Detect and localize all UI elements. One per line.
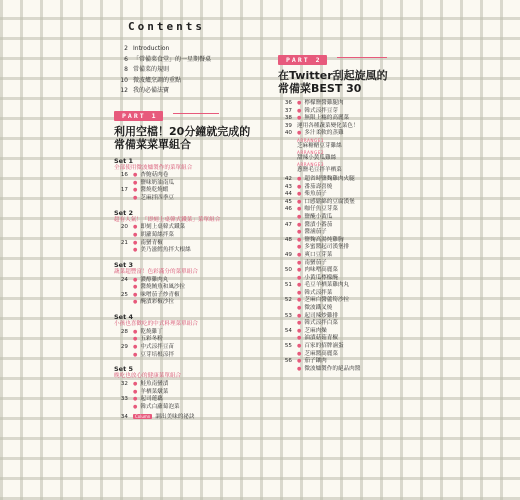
page-number: 51 [284,282,292,289]
bullet-icon: ● [297,251,302,258]
list-item[interactable] [114,187,266,195]
bullet-icon: ● [297,274,302,281]
entry-title: 我的必備法寶 [133,87,170,94]
list-item[interactable] [114,65,266,76]
list-item[interactable] [114,336,266,344]
bullet-icon: ● [297,191,302,198]
bullet-icon: ● [133,351,138,358]
arrange-label: ARRANGE3 [297,161,325,167]
list-item[interactable] [114,352,266,360]
entry-title: 韓式白蘿蔔泡菜 [140,403,180,410]
arrange-label: ARRANGE1 [297,137,325,143]
list-item[interactable] [278,328,418,336]
bullet-icon: ● [133,291,138,298]
page-number: 40 [284,130,292,137]
entry-title: 番茄壽喜燒 [304,183,333,190]
set-heading: Set 5 [114,365,133,374]
part1-badge: PART 1 [114,111,163,121]
part2-list [278,100,418,373]
list-item[interactable] [114,344,266,352]
list-item[interactable] [278,244,418,252]
page-number: 6 [124,55,128,63]
bullet-icon: ● [133,239,138,246]
entry-title: 起司蓮藕 [140,396,163,403]
entry-title: 豆芽培根涼拌 [140,351,174,358]
entry-title: 爽口豆芽菜 [304,251,333,258]
list-item[interactable] [114,381,266,389]
page-number: 37 [284,107,292,114]
bullet-icon: ● [297,282,302,289]
page-number: 10 [120,76,128,84]
part2-header [278,47,418,66]
arrange-item[interactable] [278,138,418,150]
list-item[interactable] [278,229,418,237]
entry-title: 醬燒乾燒蝦 [140,187,169,194]
entry-title: 乾燒雞丁 [140,328,163,335]
list-item[interactable] [278,351,418,359]
bullet-icon: ● [297,289,302,296]
bullet-icon: ● [297,365,302,372]
page-number: 39 [284,122,292,129]
list-item[interactable] [278,320,418,328]
page-number: 48 [284,236,292,243]
bullet-icon: ● [133,195,138,202]
set-4 [114,313,266,359]
part2-badge: PART 2 [278,55,327,65]
entry-title: 咖仔魚豆芽菜 [304,206,338,213]
entry-title: 微波鐵叉燒 [304,305,333,312]
bullet-icon: ● [133,224,138,231]
bullet-icon: ● [133,328,138,335]
entry-title: 毛豆羊栖菜雞肉丸 [304,282,350,289]
set-heading: Set 2 [114,208,133,217]
entry-title: 多汁柔軟的蒸雞 [304,130,344,137]
list-item[interactable] [278,199,418,207]
entry-title: 鹽味奶油南瓜 [140,179,174,186]
entry-title: 濃醇雞肉丸 [140,276,169,283]
page-number: 20 [120,224,128,231]
entry-title: 鹽醃小黃瓜 [304,213,333,220]
list-item[interactable] [114,180,266,188]
list-item[interactable] [114,232,266,240]
bullet-icon: ● [297,100,302,106]
entry-title: 南蠻茄子 [304,259,327,266]
set-3 [114,261,266,307]
bullet-icon: ● [297,267,302,274]
set-description: 蔬菜超豐富！色彩滿分的菜單組合 [114,268,198,275]
entry-title: 口感鬆綿的豆腐漢堡 [304,198,355,205]
list-item[interactable] [278,176,418,184]
entry-title: 肉味噌高麗菜 [304,267,338,274]
entry-title: 醬漬小番茄 [304,221,333,228]
bullet-icon: ● [297,305,302,312]
set-1 [114,157,266,203]
list-item[interactable] [114,389,266,397]
set-description: 晚吃也放心的健康菜單組合 [114,373,182,380]
page-number: 2 [124,45,128,52]
page-number: 16 [120,172,128,179]
page-number: 17 [120,187,128,194]
entry-title: 芝麻醬高麗菜 [304,350,338,357]
page-title: Contents [128,20,205,33]
page-number: 56 [284,358,292,365]
entry-title: 醃漬彩椒沙拉 [140,299,174,306]
bullet-icon: ● [297,343,302,350]
part1-title-line2: 常備菜菜單組合 [114,137,191,151]
bullet-icon: ● [297,297,302,304]
part2-list-continued [278,176,418,373]
bullet-icon: ● [133,179,138,186]
bullet-icon: ● [297,350,302,357]
bullet-icon: ● [133,284,138,291]
entry-title: 超省時鹽麴雞肉火腿 [304,175,355,182]
set-description: 超有人氣！「即刻上桌韓式鐵菜」菜單組合 [114,216,221,223]
bullet-icon: ● [133,276,138,283]
page-number: 36 [284,100,292,106]
entry-title: 茄子鑲肉 [304,358,327,365]
list-item[interactable] [278,115,418,123]
list-item[interactable] [114,292,266,300]
page-number: 55 [284,343,292,350]
contents-left-column [114,44,266,422]
list-item[interactable] [114,329,266,337]
entry-title: 微波爐製作的絕品肉醬 [304,365,361,372]
list-item[interactable] [114,76,266,87]
list-item[interactable] [114,172,266,180]
bullet-icon: ● [297,327,302,334]
page-number: 53 [284,312,292,319]
list-item[interactable] [278,358,418,366]
entry-title: 南蠻青椒 [140,239,163,246]
entry-title: 小黃瓜檸檬醃 [304,274,338,281]
part1-title-line1: 利用空檔！20分鐘就完成的 [114,124,251,138]
page-number: 49 [284,251,292,258]
entry-title: 起司辣炒雞排 [304,312,338,319]
list-item[interactable] [114,224,266,232]
column-entry[interactable] [114,414,266,422]
list-item[interactable] [278,297,418,305]
bullet-icon: ● [133,396,138,403]
list-item[interactable] [114,55,266,66]
bullet-icon: ● [133,336,138,343]
page-number: 43 [284,183,292,190]
entry-title: 胡蘿蔔絲拌菜 [140,232,174,239]
entry-title: 芝麻肉燥 [304,327,327,334]
bullet-icon: ● [133,380,138,387]
entry-title: 柴魚茄子 [304,191,327,198]
bullet-icon: ● [133,247,138,254]
page-number: 38 [284,115,292,122]
page-number: 12 [120,87,128,94]
list-item[interactable] [278,313,418,321]
entry-title: 調出美味的祕訣 [155,414,195,421]
entry-title: 韓式涼拌豆芽 [304,107,338,114]
set-heading: Set 4 [114,313,133,322]
entry-title: 杏鮑菇肉卷 [140,172,169,179]
list-item[interactable] [278,267,418,275]
bullet-icon: ● [297,259,302,266]
list-item[interactable] [114,396,266,404]
bullet-icon: ● [133,187,138,194]
entry-title: 檸檬鹽醬雞腿肉 [304,100,344,106]
page-number: 32 [120,380,128,387]
arrange-label: ARRANGE2 [297,149,325,155]
entry-title: 鹽麴高湯炖雞胸 [304,236,344,243]
set-heading: Set 3 [114,260,133,269]
bullet-icon: ● [297,236,302,243]
bullet-icon: ● [297,244,302,251]
list-item[interactable] [278,222,418,230]
entry-title: 芝麻白醬蘆筍沙拉 [304,297,350,304]
entry-title: 常備菜的規則 [133,66,170,73]
page-number: 50 [284,267,292,274]
bullet-icon: ● [133,299,138,306]
entry-title: 韓式涼拌菜 [304,289,333,296]
page-number: 29 [120,344,128,350]
entry-title: 韓式涼拌白菜 [304,320,338,327]
entry-title: 五彩冬粉 [140,336,163,343]
entry-title: 即刻上桌韓式鐵菜 [140,224,186,231]
bullet-icon: ● [133,388,138,395]
set-description: 小孩也喜歡吃的中式料理菜單組合 [114,321,198,328]
bullet-icon: ● [133,344,138,350]
entry-title: 芝麻拌四季豆 [140,195,174,202]
page-number: 25 [120,291,128,298]
list-item[interactable] [278,282,418,290]
arrange-item[interactable] [278,162,418,174]
entry-title: 運用各種蔬菜變化菜色！ [297,122,359,129]
page-number: 54 [284,327,292,334]
list-item[interactable] [278,214,418,222]
bullet-icon: ● [297,320,302,327]
entry-title: 中式涼拌豆苗 [140,344,174,350]
column-tag: Column [135,414,151,420]
entry-title: 鮭魚南蠻漬 [140,380,169,387]
list-item[interactable] [114,299,266,307]
list-item[interactable] [278,343,418,351]
bullet-icon: ● [297,358,302,365]
bullet-icon: ● [133,403,138,410]
bullet-icon: ● [297,130,302,137]
list-item[interactable] [114,195,266,203]
list-item[interactable] [114,284,266,292]
entry-title: 羊栖菜燉菜 [140,388,169,395]
divider [337,57,387,58]
bullet-icon: ● [297,229,302,236]
entry-title: 多蜜醬起司漢堡排 [304,244,350,251]
list-item[interactable] [278,130,418,138]
list-item[interactable] [114,44,266,55]
bullet-icon: ● [297,335,302,342]
entry-title: 甜辣小黃瓜雞絲 [297,154,337,161]
entry-title: 微波爐烹調的重點 [133,76,182,84]
arrange-item[interactable] [278,150,418,162]
bullet-icon: ● [297,183,302,190]
bullet-icon: ● [133,172,138,179]
bullet-icon: ● [297,213,302,220]
divider [173,113,219,114]
entry-title: 百家的招牌滷蛋 [304,343,344,350]
list-item[interactable] [278,252,418,260]
list-item[interactable] [278,100,418,108]
entry-title: 蔥鹽毛豆拌羊栖菜 [297,166,342,173]
page-number: 47 [284,221,292,228]
entry-title: 醬燒鮪魚和風沙拉 [140,284,186,291]
part1-title [114,125,266,151]
page-number: 45 [284,198,292,205]
list-item[interactable] [278,123,418,131]
page-number: 42 [284,175,292,182]
entry-title: 味噌茄子炒青椒 [140,291,180,298]
page-number: 46 [284,206,292,213]
bullet-icon: ● [297,115,302,122]
contents-right-column [278,47,418,373]
entry-title: 芝麻糖醋豆芽雞絲 [297,142,342,149]
bullet-icon: ● [297,198,302,205]
part2-title-line2: 常備菜BEST 30 [278,82,362,95]
list-item[interactable] [114,86,266,97]
entry-title: Introduction [133,45,170,52]
part2-title-line1: 在Twitter刮起旋風的 [278,69,388,82]
list-item[interactable] [278,366,418,374]
list-item[interactable] [114,404,266,412]
list-item[interactable] [114,277,266,285]
list-item[interactable] [114,247,266,255]
entry-title: 油漬菇菇青椒 [304,335,338,342]
set-description: 全部使用微波爐製作的菜單組合 [114,164,193,171]
list-item[interactable] [278,206,418,214]
bullet-icon: ● [297,175,302,182]
bullet-icon: ● [297,206,302,213]
set-heading: Set 1 [114,156,133,165]
bullet-icon: ● [133,232,138,239]
page-number: 44 [284,191,292,198]
page-number: 34 [120,414,128,421]
entry-title: 美乃滋鱈魚拌大根絲 [140,247,191,254]
entry-title: 「常備菜食堂」的一星期餐桌 [133,55,212,63]
list-item[interactable] [278,184,418,192]
entry-title: 無限上癮的高麗菜 [304,115,350,122]
page-number: 24 [120,276,128,283]
part1-header [114,103,266,122]
list-item[interactable] [278,305,418,313]
set-5 [114,365,266,411]
list-item[interactable] [278,260,418,268]
page-number: 52 [284,297,292,304]
part2-title [278,69,418,95]
bullet-icon: ● [297,107,302,114]
list-item[interactable] [278,335,418,343]
set-2 [114,209,266,255]
page-number: 21 [120,239,128,246]
page-number: 28 [120,328,128,335]
intro-list [114,44,266,97]
list-item[interactable] [278,191,418,199]
page-number: 8 [124,66,128,73]
bullet-icon: ● [297,312,302,319]
entry-title: 醬滷茄子 [304,229,327,236]
bullet-icon: ● [297,221,302,228]
page-number: 33 [120,396,128,403]
